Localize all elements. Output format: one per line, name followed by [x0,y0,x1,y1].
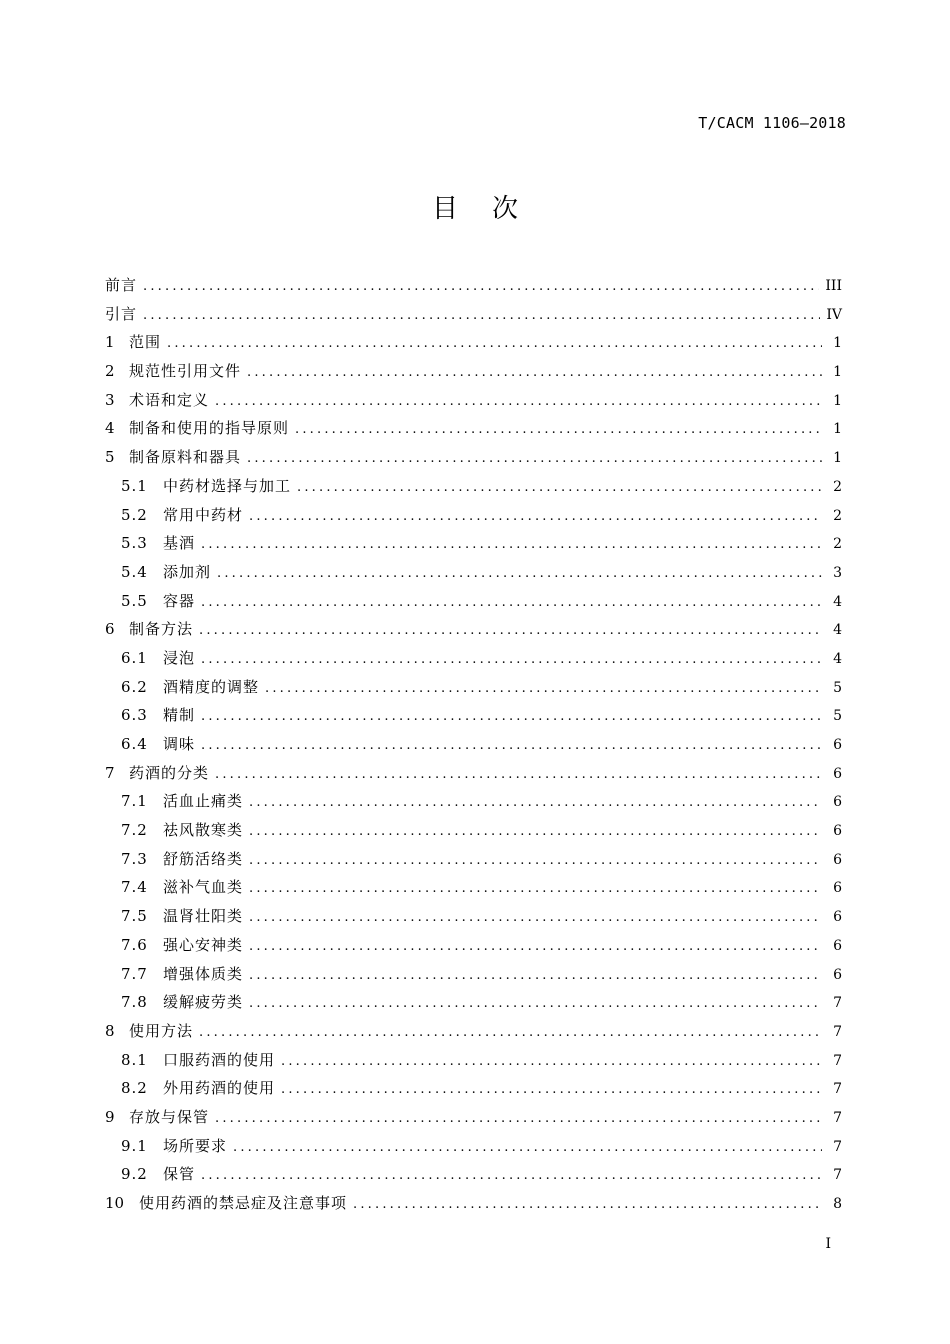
toc-dot-leader [295,416,822,445]
toc-entry-page: 7 [833,1081,842,1098]
toc-entry[interactable] [105,988,842,1017]
toc-entry-page: 1 [833,335,842,352]
toc-entry-page: 3 [833,564,842,581]
toc-entry-label: 使用方法 [129,1021,194,1040]
toc-entry-label: 引言 [105,304,138,323]
toc-entry-label: 制备方法 [129,620,194,639]
toc-dot-leader [215,1105,822,1134]
toc-entry-page: 1 [833,450,842,467]
toc-entry[interactable] [105,1132,842,1161]
toc-entry-page: 1 [833,364,842,381]
toc-dot-leader [247,445,822,474]
toc-entry[interactable] [105,615,842,644]
toc-entry-label: 保管 [163,1165,196,1184]
toc-entry-label: 舒筋活络类 [163,849,244,868]
toc-entry-label: 口服药酒的使用 [163,1050,276,1069]
toc-entry-label: 强心安神类 [163,935,244,954]
toc-dot-leader [249,904,822,933]
toc-entry-label: 使用药酒的禁忌症及注意事项 [139,1194,348,1212]
toc-entry-number: 8.2 [121,1079,148,1098]
toc-entry[interactable] [105,730,842,759]
toc-dot-leader [217,560,822,589]
toc-entry-page: 4 [833,593,842,610]
toc-entry-page: 5 [833,679,842,696]
toc-entry[interactable] [105,701,842,730]
toc-dot-leader [249,789,822,818]
toc-entry-label: 药酒的分类 [129,763,210,782]
toc-entry[interactable] [105,787,842,816]
toc-entry-label: 制备和使用的指导原则 [129,419,290,438]
toc-entry[interactable] [105,1103,842,1132]
toc-dot-leader [249,818,822,847]
toc-dot-leader [249,962,822,991]
toc-entry-label: 术语和定义 [129,390,210,409]
toc-entry[interactable] [105,328,842,357]
toc-dot-leader [201,646,822,675]
toc-entry[interactable] [105,1074,842,1103]
toc-dot-leader [143,273,819,302]
toc-entry-label: 滋补气血类 [163,878,244,897]
toc-dot-leader [215,761,822,790]
toc-entry-page: 7 [833,1023,842,1040]
toc-entry-number: 6.2 [121,677,148,696]
toc-entry[interactable] [105,300,842,329]
toc-entry-page: 4 [833,622,842,639]
toc-dot-leader [167,330,822,359]
toc-dot-leader [281,1048,822,1077]
toc-entry-number: 5.4 [121,562,148,581]
toc-entry-label: 场所要求 [163,1136,228,1155]
toc-entry-number: 3 [105,390,115,409]
toc-entry-number: 5 [105,448,115,467]
toc-entry-number: 7.3 [121,849,148,868]
toc-dot-leader [201,1162,822,1191]
toc-entry-page: 7 [833,1138,842,1155]
toc-entry-number: 4 [105,419,115,438]
toc-entry-number: 7 [105,763,115,782]
toc-entry[interactable] [105,587,842,616]
toc-entry-number: 7.6 [121,935,148,954]
toc-entry-label: 酒精度的调整 [163,677,260,696]
toc-dot-leader [201,589,822,618]
toc-entry-number: 7.4 [121,878,148,897]
toc-entry-number: 9.2 [121,1165,148,1184]
toc-entry[interactable] [105,873,842,902]
toc-dot-leader [201,531,822,560]
toc-entry-label: 精制 [163,706,196,725]
toc-entry-page: 1 [833,421,842,438]
toc-entry-page: 1 [833,392,842,409]
toc-entry[interactable] [105,1017,842,1046]
toc-entry-page: 2 [833,507,842,524]
toc-entry-number: 7.5 [121,907,148,926]
toc-entry[interactable] [105,1046,842,1075]
toc-dot-leader [297,474,822,503]
toc-entry-number: 1 [105,333,115,352]
toc-dot-leader [233,1134,822,1163]
toc-entry-number: 6 [105,620,115,639]
toc-entry-label: 前言 [105,276,138,294]
toc-entry-page: 6 [833,823,842,840]
toc-entry-label: 规范性引用文件 [129,362,242,381]
toc-entry-page: 6 [833,880,842,897]
toc-dot-leader [199,617,822,646]
toc-entry-page: 6 [833,737,842,753]
toc-entry-number: 6.1 [121,648,148,667]
toc-dot-leader [143,302,820,331]
toc-entry-page: 6 [833,966,842,983]
toc-dot-leader [215,388,822,417]
toc-dot-leader [249,990,822,1019]
toc-entry[interactable] [105,759,842,788]
toc-entry-page: 4 [833,650,842,667]
toc-entry-number: 7.8 [121,993,148,1012]
toc-entry[interactable] [105,931,842,960]
toc-entry-page: 7 [833,1109,842,1126]
toc-entry[interactable] [105,501,842,530]
toc-entry[interactable] [105,845,842,874]
toc-dot-leader [201,703,822,732]
standard-code: T/CACM 1106—2018 [698,114,846,132]
toc-entry[interactable] [105,357,842,386]
toc-entry-label: 活血止痛类 [163,792,244,811]
toc-entry-label: 增强体质类 [163,964,244,983]
toc-entry-label: 常用中药材 [163,505,244,524]
toc-entry-number: 5.5 [121,591,148,610]
toc-entry-page: 2 [833,536,842,553]
toc-dot-leader [281,1076,822,1105]
toc-entry-page: 7 [833,995,842,1012]
toc-entry[interactable] [105,1160,842,1189]
toc-entry-number: 7.7 [121,964,148,983]
toc-entry-page: 6 [833,794,842,811]
toc-entry-label: 中药材选择与加工 [163,476,292,495]
toc-entry-page: 7 [833,1052,842,1069]
toc-dot-leader [353,1191,822,1220]
toc-entry-number: 5.2 [121,505,148,524]
toc-dot-leader [249,503,822,532]
toc-dot-leader [201,732,822,761]
toc-entry-page: IV [826,306,842,323]
toc-entry-number: 5.1 [121,476,148,495]
toc-dot-leader [249,875,822,904]
toc-entry-page: 7 [833,1167,842,1184]
toc-entry-page: 6 [833,909,842,926]
toc-entry-page: 6 [833,765,842,782]
toc-entry-label: 外用药酒的使用 [163,1079,276,1098]
toc-dot-leader [199,1019,822,1048]
toc-entry-page: 5 [833,708,842,725]
toc-entry-label: 存放与保管 [129,1107,210,1126]
toc-entry[interactable] [105,529,842,558]
toc-entry-label: 容器 [163,591,196,610]
toc-entry[interactable] [105,386,842,415]
toc-entry[interactable] [105,271,842,300]
toc-entry[interactable] [105,960,842,989]
toc-entry-label: 缓解疲劳类 [163,993,244,1012]
page-number: I [825,1236,831,1252]
toc-entry-label: 浸泡 [163,648,196,667]
toc-entry-label: 温肾壮阳类 [163,907,244,926]
toc-dot-leader [265,675,822,704]
toc-entry-label: 范围 [129,333,162,352]
toc-entry[interactable] [105,673,842,702]
toc-entry-number: 6.3 [121,706,148,725]
toc-entry-number: 10 [105,1194,125,1212]
page-title: 目次 [431,194,552,224]
toc-entry[interactable] [105,558,842,587]
toc-entry-number: 5.3 [121,534,148,553]
toc-dot-leader [247,359,822,388]
toc-entry[interactable] [105,443,842,472]
toc-dot-leader [249,933,822,962]
toc-dot-leader [249,847,822,876]
toc-entry-label: 基酒 [163,534,196,553]
toc-entry-number: 2 [105,362,115,381]
toc-entry-page: III [825,278,842,294]
toc-entry-label: 添加剂 [163,562,212,581]
toc-entry[interactable] [105,902,842,931]
toc-entry-number: 7.2 [121,821,148,840]
toc-entry-page: 6 [833,851,842,868]
toc-entry-page: 6 [833,937,842,954]
toc-entry-number: 8 [105,1021,115,1040]
toc-entry-number: 8.1 [121,1050,148,1069]
toc-entry[interactable] [105,472,842,501]
toc-entry-label: 制备原料和器具 [129,448,242,467]
toc-entry-page: 2 [833,478,842,495]
toc-entry[interactable] [105,644,842,673]
toc-entry-number: 6.4 [121,735,148,753]
toc-entry-number: 9 [105,1107,115,1126]
toc-entry-number: 7.1 [121,792,148,811]
table-of-contents [105,271,842,1218]
toc-entry-label: 祛风散寒类 [163,821,244,840]
toc-entry[interactable] [105,816,842,845]
toc-entry-page: 8 [833,1196,842,1212]
toc-entry[interactable] [105,1189,842,1218]
toc-entry[interactable] [105,414,842,443]
toc-entry-label: 调味 [163,735,196,753]
toc-entry-number: 9.1 [121,1136,148,1155]
